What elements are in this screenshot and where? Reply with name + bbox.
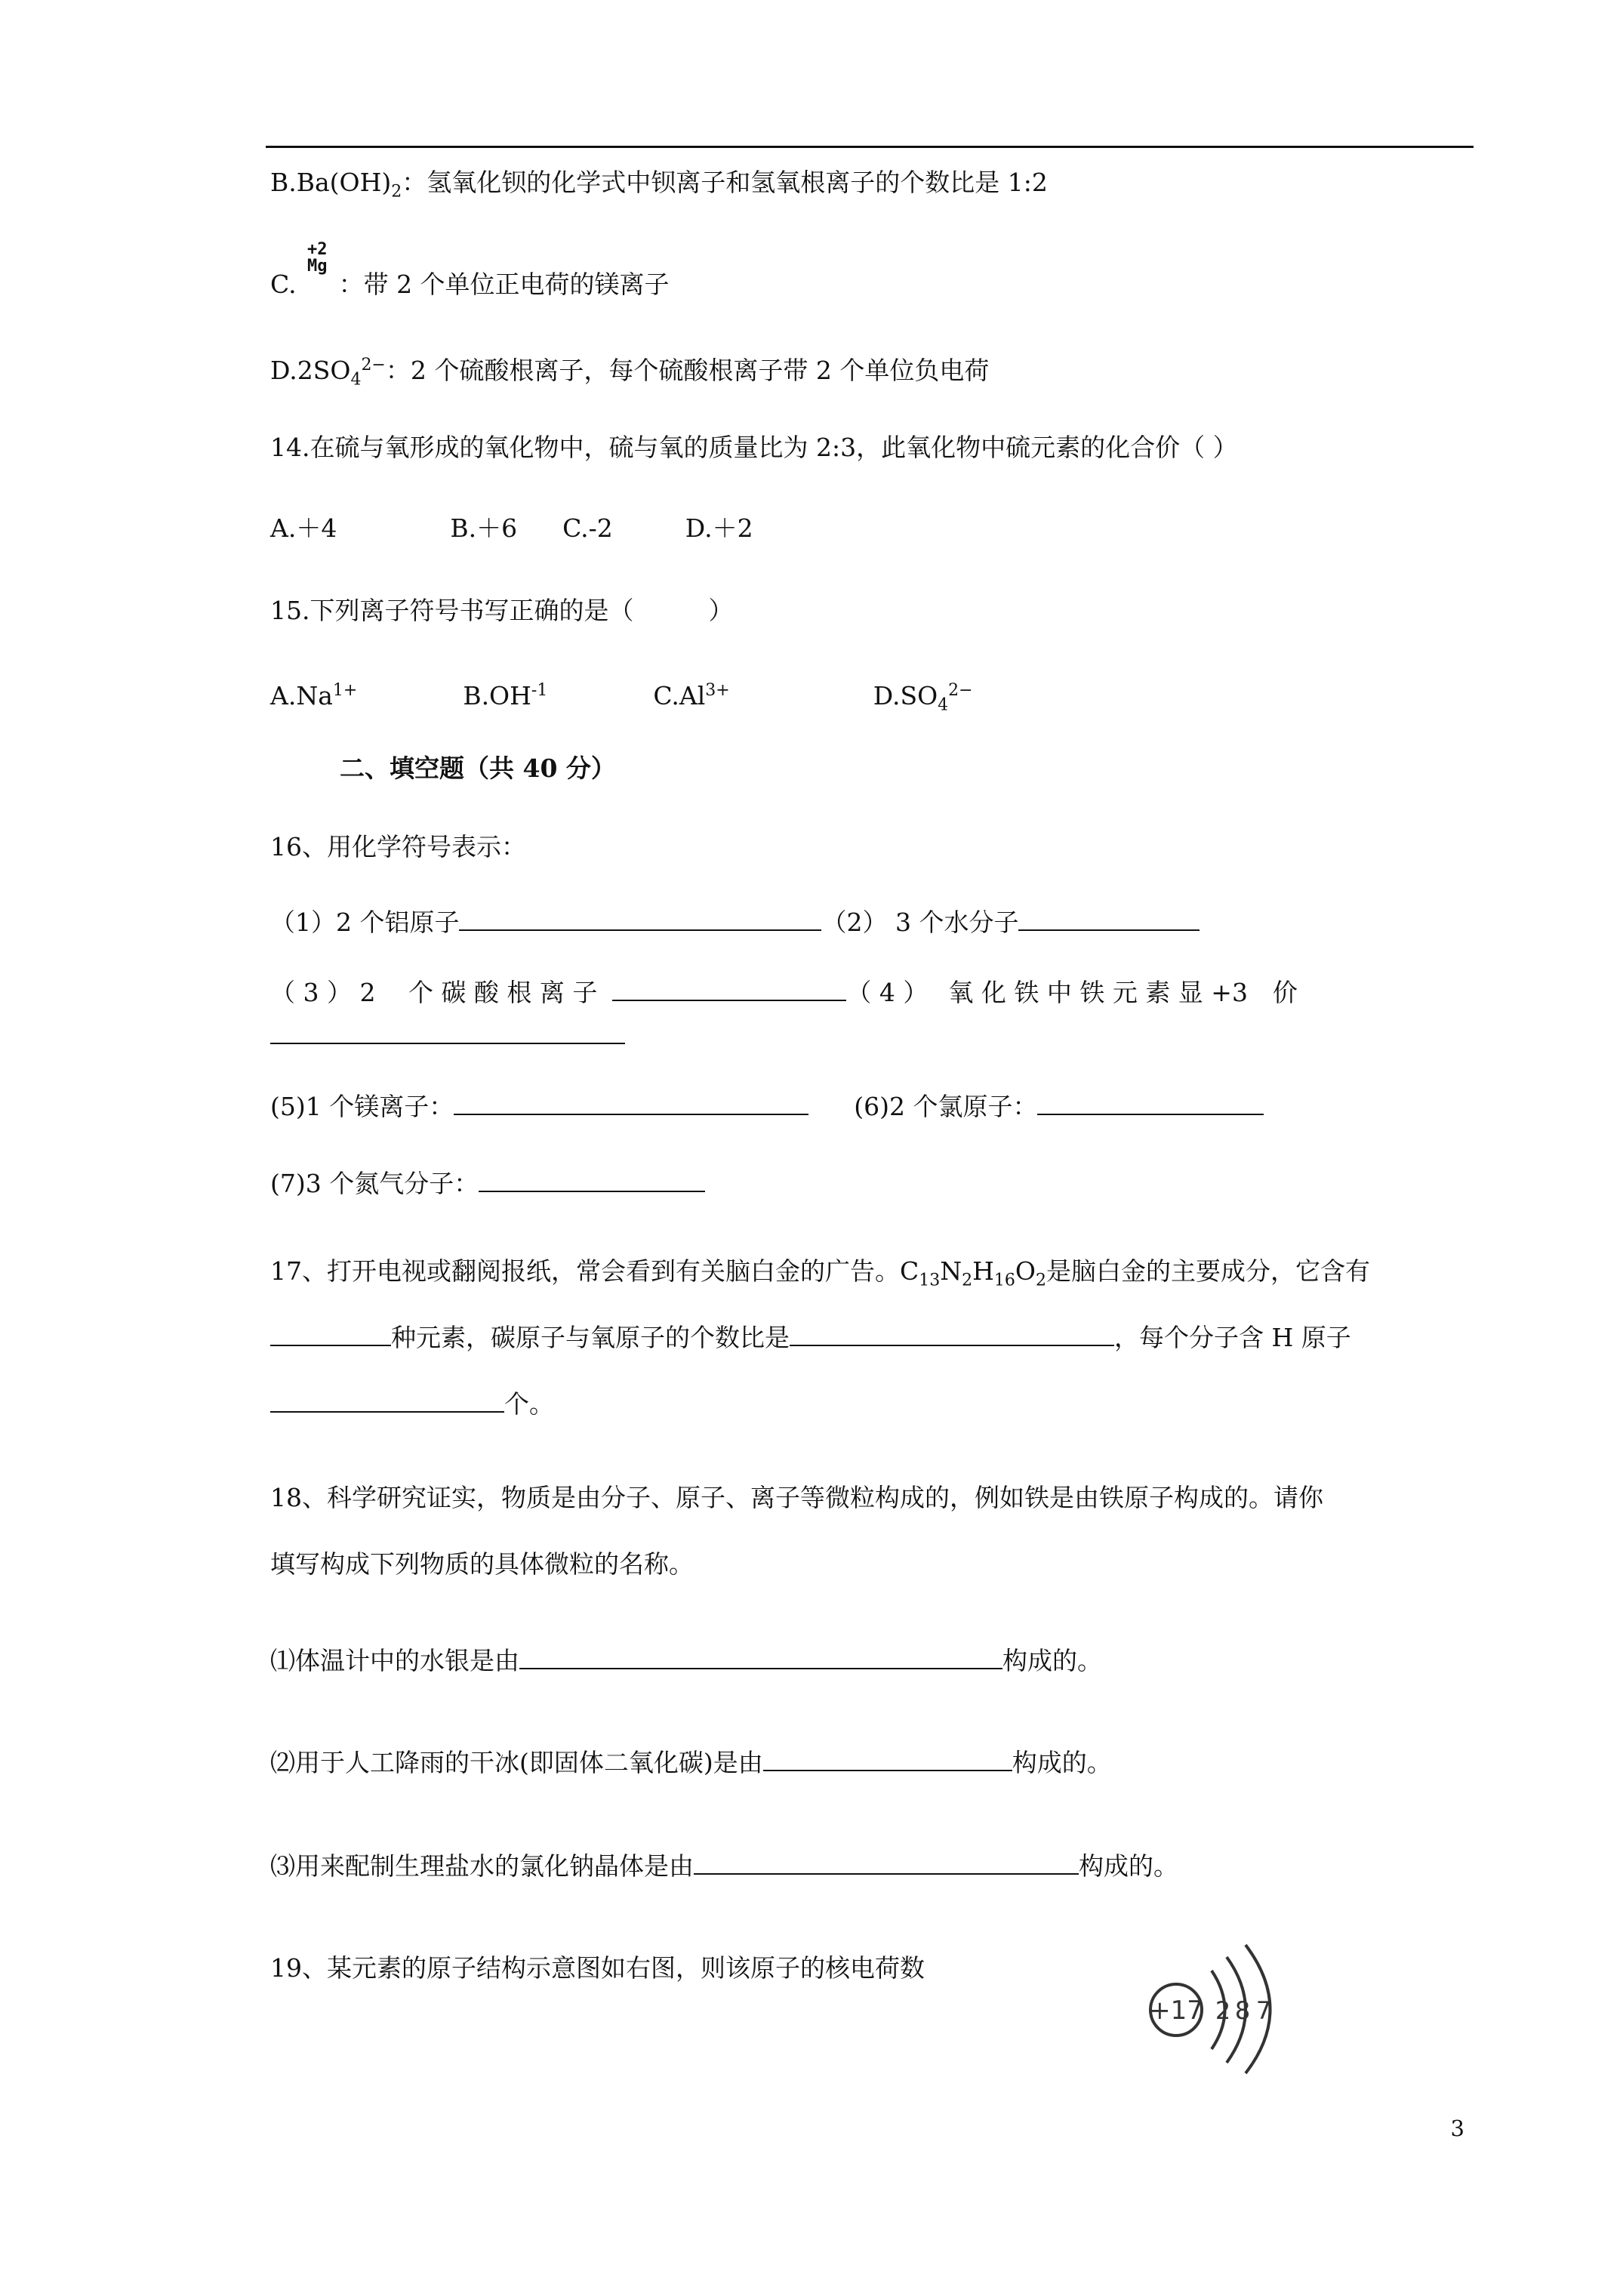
q17-line1: 17、打开电视或翻阅报纸，常会看到有关脑白金的广告。$C_{13}N_2H_{16}O_2$是脑白金的主要成分，它含有 [270,1256,1370,1290]
q16-row2: （ 3 ） 2 个 碳 酸 根 离 子 （ 4 ） 氧 化 铁 中 铁 元 素 显 +3 价 [270,978,1298,1007]
answer-blank[interactable] [479,1168,705,1192]
q18-item3: ⑶用来配制生理盐水的氯化钠晶体是由 构成的。 [270,1851,1178,1881]
answer-blank[interactable] [790,1322,1114,1346]
answer-blank[interactable] [270,1388,504,1413]
q14-option-a: A.＋4 [270,513,337,543]
q16-row2-continued [270,1019,625,1052]
atom-structure-diagram [1140,1940,1298,2076]
q19-stem: 19、某元素的原子结构示意图如右图，则该原子的核电荷数 [270,1953,925,1983]
q14-stem: 14.在硫与氧形成的氧化物中，硫与氧的质量比为 2:3，此氧化物中硫元素的化合价（ ） [270,433,1238,462]
answer-blank[interactable] [612,977,846,1001]
answer-blank[interactable] [694,1851,1079,1875]
q14-option-d: D.＋2 [685,513,753,543]
page-number: 3 [1450,2116,1464,2141]
q14-option-c: C.-2 [562,513,613,543]
mg-valence-symbol: +2 Mg [307,240,328,276]
answer-blank[interactable] [459,907,821,931]
q15-option-c: $C.Al^{3+}$ [653,681,730,710]
q17-line2: 种元素，碳原子与氧原子的个数比是 ，每个分子含 H 原子 [270,1321,1351,1354]
q16-row3: (5)1 个镁离子： (6)2 个氯原子： [270,1090,1264,1123]
q15-options [270,674,973,723]
answer-blank[interactable] [519,1645,1002,1669]
header-rule [266,146,1474,148]
shell-2-electrons: 8 [1234,1996,1251,2025]
q13-option-d: $D.2SO_4^{2-}$：2 个硫酸根离子，每个硫酸根离子带 2 个单位负电荷 [270,356,990,390]
q16-stem: 16、用化学符号表示： [270,832,526,861]
answer-blank[interactable] [1018,907,1200,931]
answer-blank[interactable] [1037,1091,1264,1115]
q16-row4: (7)3 个氮气分子： [270,1167,705,1200]
q14-options [270,512,753,545]
q13-option-b: $B.Ba(OH)_2$：氢氧化钡的化学式中钡离子和氢氧根离子的个数比是 1:2 [270,168,1048,202]
answer-blank[interactable] [763,1747,1012,1771]
answer-blank[interactable] [270,1322,391,1346]
q15-option-d: $D.SO_4^{2-}$ [873,681,973,715]
q13-option-c: C. ：带 2 个单位正电荷的镁离子 [270,270,670,299]
shell-1-electrons: 2 [1215,1996,1231,2025]
answer-blank[interactable] [270,1020,625,1044]
q15-stem: 15.下列离子符号书写正确的是（ ） [270,596,734,625]
q18-item2: ⑵用于人工降雨的干冰(即固体二氧化碳)是由 构成的。 [270,1748,1112,1777]
nucleus-label: +17 [1149,1996,1203,2026]
q15-option-b: $B.OH^{-1}$ [463,681,548,710]
section-heading: 二、填空题（共 40 分） [340,754,616,783]
q18-line1: 18、科学研究证实，物质是由分子、原子、离子等微粒构成的，例如铁是由铁原子构成的。请你 [270,1483,1323,1512]
q16-row1: （1）2 个铝原子 （2） 3 个水分子 [270,906,1200,939]
q14-option-b: B.＋6 [450,513,518,543]
answer-blank[interactable] [454,1091,808,1115]
q18-item1: ⑴体温计中的水银是由 构成的。 [270,1646,1102,1675]
shell-3-electrons: 7 [1255,1996,1272,2025]
q17-line3: 个。 [270,1388,554,1421]
q15-option-a: $A.Na^{1+}$ [270,681,358,710]
q18-line2: 填写构成下列物质的具体微粒的名称。 [270,1549,694,1579]
